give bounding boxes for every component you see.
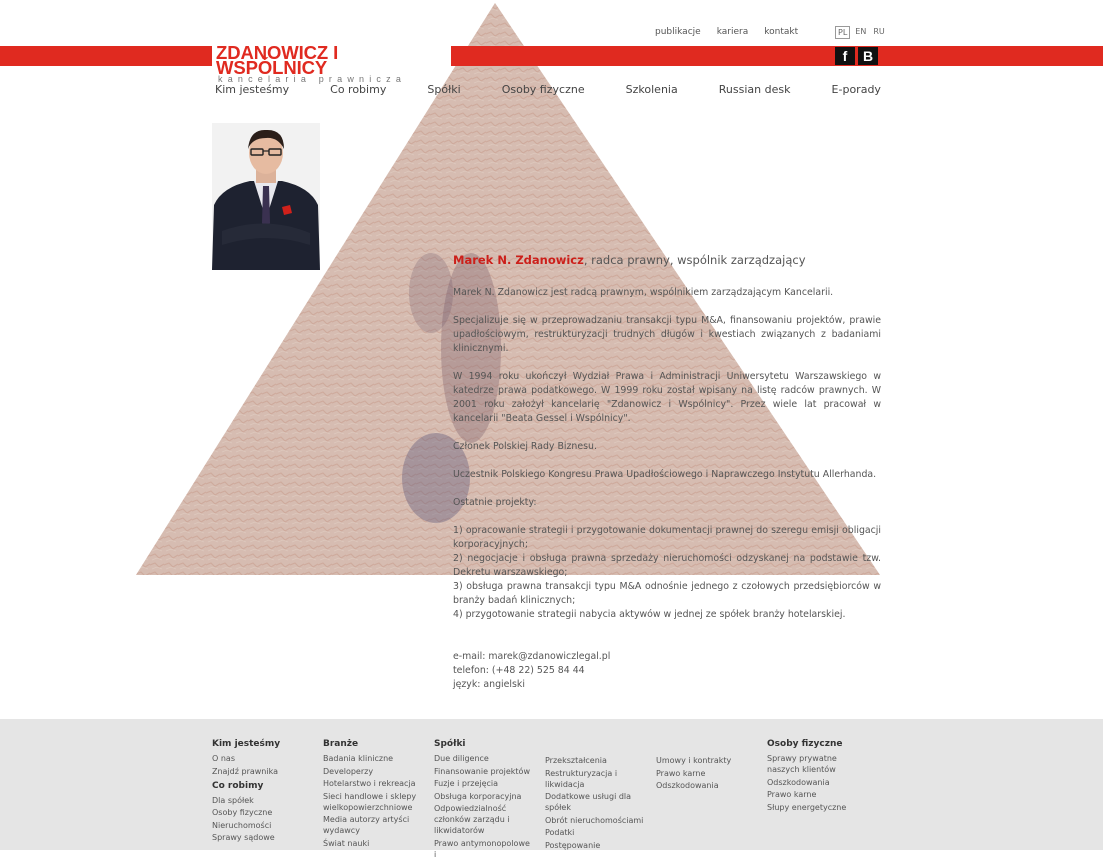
footer-link[interactable]: Sieci handlowe i sklepy wielkopowierzchniowe — [323, 791, 417, 812]
footer-col-branze — [323, 739, 423, 850]
footer-link[interactable]: Obsługa korporacyjna — [434, 791, 522, 801]
profile-name: Marek N. Zdanowicz — [453, 253, 584, 267]
footer-link[interactable]: Podatki — [545, 828, 575, 837]
facebook-icon[interactable]: f — [835, 47, 855, 65]
footer-link[interactable]: Sprawy sądowe — [212, 833, 275, 842]
bio-paragraph: Specjalizuje się w przeprowadzaniu transakcji typu M&A, finansowaniu projektów, prawie upadłościowym, restrukturyzacji trudnych długów i kwestiach związanych z badaniami klinicznymi. — [453, 315, 881, 354]
footer-link[interactable]: Odpowiedzialność członków zarządu i likwidatorów — [434, 804, 510, 835]
bio-paragraph: Uczestnik Polskiego Kongresu Prawa Upadłościowego i Naprawczego Instytutu Allerhanda. — [453, 469, 877, 480]
nav-osoby-fizyczne[interactable]: Osoby fizyczne — [501, 83, 585, 96]
footer-link[interactable]: Umowy i kontrakty — [656, 756, 732, 765]
footer-link[interactable]: Dodatkowe usługi dla spółek — [545, 792, 632, 812]
footer-link[interactable]: Prawo karne — [767, 790, 817, 799]
footer-heading[interactable]: Kim jesteśmy — [212, 739, 281, 749]
profile-content — [453, 252, 881, 692]
nav-e-porady[interactable]: E-porady — [831, 83, 881, 96]
footer-link[interactable]: Sprawy prywatne naszych klientów — [767, 754, 837, 774]
footer-link[interactable]: Fuzje i przejęcia — [434, 779, 499, 788]
link-kontakt[interactable]: kontakt — [764, 27, 799, 37]
contact-phone: telefon: (+48 22) 525 84 44 — [453, 665, 585, 676]
profile-role: , radca prawny, wspólnik zarządzający — [583, 253, 806, 267]
footer-link[interactable]: Badania kliniczne — [323, 754, 394, 763]
footer-link[interactable]: Developerzy — [323, 766, 374, 776]
profile-heading — [453, 252, 881, 268]
bio-paragraph: W 1994 roku ukończył Wydział Prawa i Administracji Uniwersytetu Warszawskiego w katedrze prawa podatkowego. W 1999 roku został wpisany na listę radców prawnych. W 2001 roku założył kancelarię "Zdanowicz i Wspólnicy". Przez wiele lat pracował w kancelarii "Beata Gessel i Wspólnicy". — [453, 371, 881, 424]
nav-russian-desk[interactable]: Russian desk — [718, 83, 791, 96]
nav-co-robimy[interactable]: Co robimy — [330, 83, 387, 96]
bio-paragraph: Marek N. Zdanowicz jest radcą prawnym, wspólnikiem zarządzającym Kancelarii. — [453, 287, 834, 298]
footer-link[interactable]: Obrót nieruchomościami — [545, 815, 644, 825]
footer-col-osoby-fizyczne — [767, 739, 867, 814]
header-red-bar — [0, 46, 1103, 66]
footer-sitemap — [0, 719, 1103, 859]
lang-en[interactable]: EN — [855, 27, 867, 36]
footer-link[interactable]: Znajdź prawnika — [212, 766, 278, 776]
footer-col-kim-jestesmy — [212, 739, 312, 845]
footer-heading[interactable]: Branże — [323, 739, 359, 749]
link-kariera[interactable]: kariera — [716, 27, 749, 37]
utility-nav — [655, 27, 798, 37]
footer-link[interactable]: Świat nauki — [323, 838, 370, 848]
footer-link[interactable]: Prawo antymonopolowe i — [434, 838, 530, 859]
nav-spolki[interactable]: Spółki — [427, 83, 461, 96]
contact-info — [453, 650, 881, 692]
footer-heading[interactable]: Osoby fizyczne — [767, 739, 843, 749]
nav-kim-jestesmy[interactable]: Kim jesteśmy — [215, 83, 290, 96]
footer-link[interactable]: Przekształcenia — [545, 756, 607, 765]
footer-link[interactable]: Odszkodowania — [767, 777, 830, 787]
footer-link[interactable]: O nas — [212, 754, 235, 763]
lang-ru[interactable]: RU — [873, 27, 885, 36]
link-publikacje[interactable]: publikacje — [655, 27, 701, 37]
projects-list — [453, 524, 881, 622]
contact-language: język: angielski — [453, 679, 525, 690]
logo-title: ZDANOWICZ I WSPÓLNICY — [216, 42, 339, 78]
project-item: 3) obsługa prawna transakcji typu M&A odnośnie jednego z czołowych przedsiębiorców w branży badań klinicznych; — [453, 581, 881, 606]
blogger-icon[interactable]: B — [858, 47, 878, 65]
bio-paragraph: Członek Polskiej Rady Biznesu. — [453, 441, 597, 452]
footer-link[interactable]: Słupy energetyczne — [767, 802, 847, 812]
logo-subtitle: kancelaria prawnicza — [218, 74, 407, 84]
lang-pl[interactable]: PL — [835, 26, 850, 39]
nav-szkolenia[interactable]: Szkolenia — [625, 83, 678, 96]
footer-link[interactable]: Dla spółek — [212, 795, 254, 805]
footer-link[interactable]: Osoby fizyczne — [212, 808, 273, 817]
footer-link[interactable]: Postępowanie — [545, 840, 601, 850]
footer-link[interactable]: Finansowanie projektów — [434, 766, 530, 776]
footer-link[interactable]: Prawo karne — [656, 768, 706, 778]
project-item: 1) opracowanie strategii i przygotowanie dokumentacji prawnej do szeregu emisji obligacji korporacyjnych; — [453, 525, 881, 550]
footer-link[interactable]: Nieruchomości — [212, 820, 272, 830]
footer-link[interactable]: Due diligence — [434, 754, 489, 763]
footer-heading[interactable]: Spółki — [434, 739, 466, 749]
profile-photo — [212, 123, 320, 270]
contact-email[interactable]: e-mail: marek@zdanowiczlegal.pl — [453, 651, 611, 662]
main-nav — [215, 83, 881, 96]
social-links — [835, 47, 878, 65]
footer-link[interactable]: Odszkodowania — [656, 781, 719, 790]
logo[interactable] — [212, 42, 451, 84]
project-item: 4) przygotowanie strategii nabycia aktywów w jednej ze spółek branży hotelarskiej. — [453, 609, 846, 620]
footer-col-spolki-2 — [545, 755, 645, 852]
project-item: 2) negocjacje i obsługa prawna sprzedaży nieruchomości odzyskanej na podstawie tzw. Dekretu warszawskiego; — [453, 553, 881, 578]
footer-link[interactable]: Media autorzy artyści wydawcy — [323, 815, 410, 835]
projects-label: Ostatnie projekty: — [453, 497, 537, 508]
footer-heading[interactable]: Co robimy — [212, 780, 264, 791]
footer-col-spolki-3 — [656, 755, 756, 793]
footer-col-spolki — [434, 739, 534, 861]
footer-link[interactable]: Hotelarstwo i rekreacja — [323, 779, 416, 788]
footer-link[interactable]: Restrukturyzacja i likwidacja — [545, 768, 618, 789]
language-switcher — [835, 26, 887, 39]
